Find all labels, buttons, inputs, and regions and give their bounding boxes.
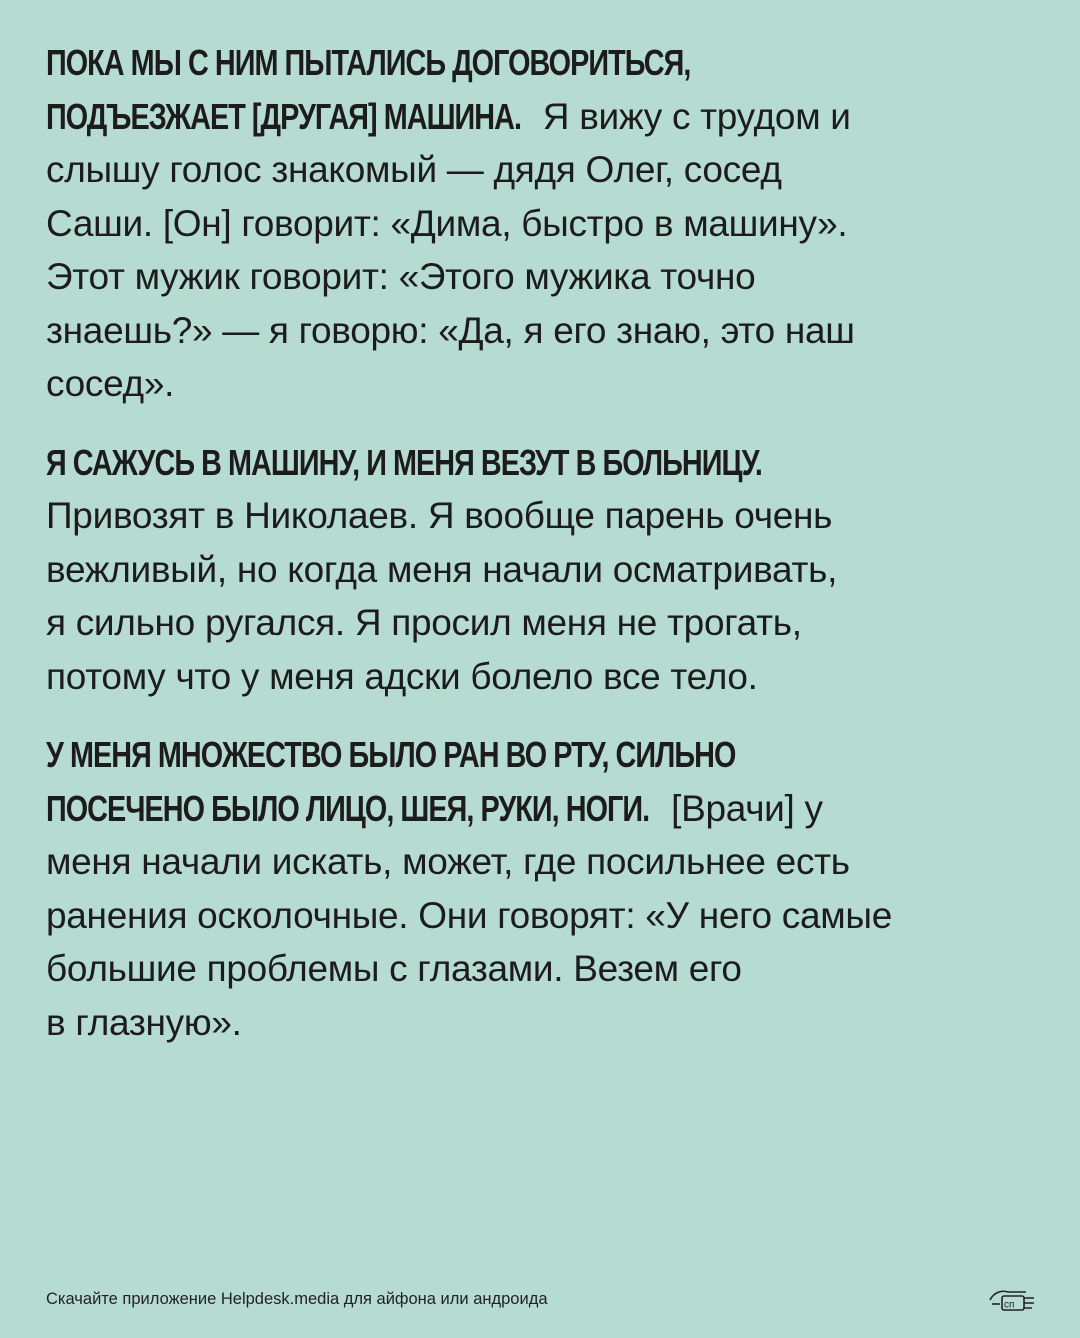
paragraph-2-text-line: вежливый, но когда меня начали осматривать, — [46, 548, 838, 590]
paragraph-3-text-line: ранения осколочные. Они говорят: «У него самые — [46, 894, 892, 936]
paragraph-3-text-line: большие проблемы с глазами. Везем его — [46, 948, 742, 989]
paragraph-2-text-line: потому что у меня адски болело все тело. — [46, 655, 758, 697]
paragraph-1-line-1 — [46, 36, 1036, 90]
paragraph-1-tail: Я вижу с трудом и — [542, 95, 851, 137]
paragraph-1-lead-1: ПОКА МЫ С НИМ ПЫТАЛИСЬ ДОГОВОРИТЬСЯ, — [46, 42, 691, 83]
paragraph-3-line-2 — [46, 782, 1036, 836]
paragraph-3-lead-2: ПОСЕЧЕНО БЫЛО ЛИЦО, ШЕЯ, РУКИ, НОГИ. — [46, 787, 650, 829]
paragraph-1-text-line: сосед». — [46, 363, 175, 404]
hand-logo-icon — [988, 1284, 1038, 1314]
paragraph-3 — [46, 728, 1036, 1049]
article-body — [46, 36, 1036, 1074]
paragraph-2-lead-1: Я САЖУСЬ В МАШИНУ, И МЕНЯ ВЕЗУТ В БОЛЬНИЦУ. — [46, 441, 762, 483]
paragraph-2-text-line: Привозят в Николаев. Я вообще парень очень — [46, 495, 833, 536]
paragraph-2-text-line: я сильно ругался. Я просил меня не трогать, — [46, 602, 802, 643]
paragraph-1-text-line: слышу голос знакомый — дядя Олег, сосед — [46, 149, 782, 190]
paragraph-1-text-line: Этот мужик говорит: «Этого мужика точно — [46, 256, 756, 297]
paragraph-3-line-1 — [46, 728, 1036, 782]
paragraph-3-tail: [Врачи] у — [671, 787, 823, 829]
paragraph-3-lead-1: У МЕНЯ МНОЖЕСТВО БЫЛО РАН ВО РТУ, СИЛЬНО — [46, 734, 736, 775]
paragraph-2 — [46, 436, 1036, 704]
paragraph-3-text-line: меня начали искать, может, где посильнее есть — [46, 841, 850, 882]
paragraph-1-lead-2: ПОДЪЕЗЖАЕТ [ДРУГАЯ] МАШИНА. — [46, 95, 522, 137]
paragraph-2-line-1 — [46, 436, 1036, 490]
paragraph-1-text-line: знаешь?» — я говорю: «Да, я его знаю, это наш — [46, 309, 855, 351]
paragraph-3-text-line: в глазную». — [46, 1001, 242, 1043]
logo-text: сп — [1004, 1299, 1015, 1311]
paragraph-1 — [46, 36, 1036, 411]
paragraph-1-text-line: Саши. [Он] говорит: «Дима, быстро в машину». — [46, 202, 848, 244]
paragraph-1-line-2 — [46, 90, 1036, 144]
footer-download-text: Скачайте приложение Helpdesk.media для айфона или андроида — [46, 1290, 548, 1308]
